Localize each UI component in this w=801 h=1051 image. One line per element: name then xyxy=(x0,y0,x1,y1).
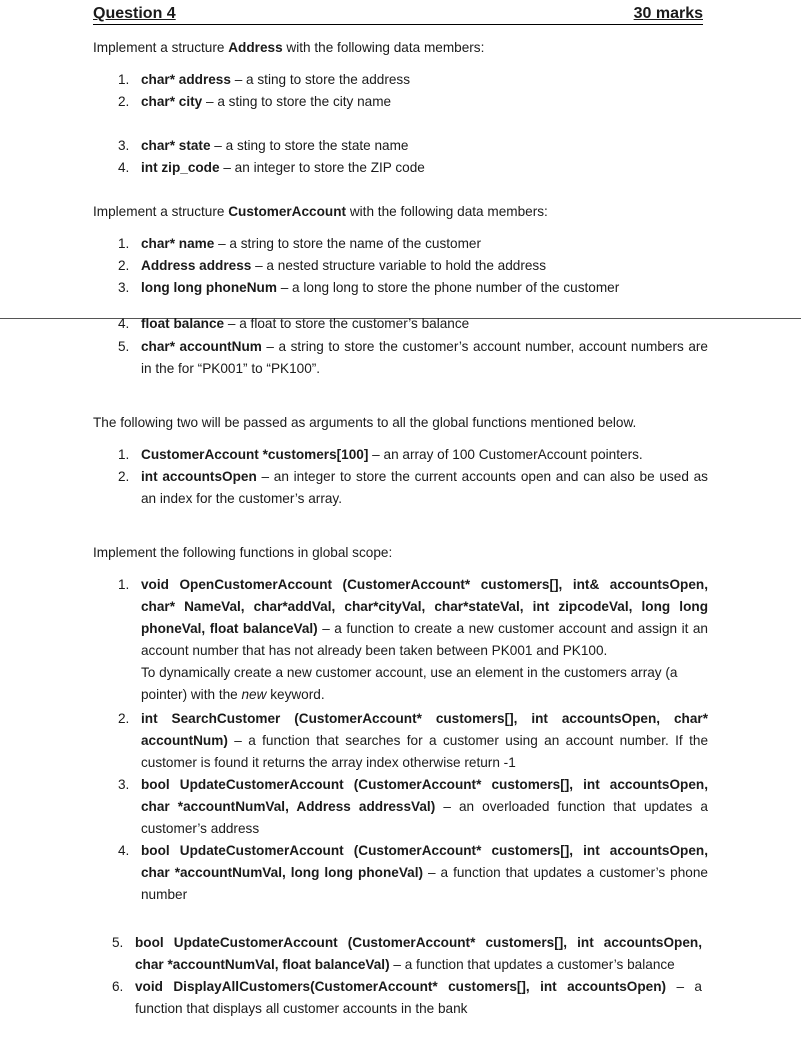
question-marks: 30 marks xyxy=(633,5,703,22)
list-item: 3. char* state – a sting to store the state name xyxy=(118,138,409,153)
question-title: Question 4 xyxy=(93,5,176,22)
args-intro: The following two will be passed as arguments to all the global functions mentioned below. xyxy=(93,415,637,430)
address-struct-name: Address xyxy=(228,40,283,55)
function-note: To dynamically create a new customer account, use an element in the customers array (a pointer) with the new keyword. xyxy=(141,665,678,702)
customer-intro: Implement a structure CustomerAccount with the following data members: xyxy=(93,204,548,219)
list-item: 5. bool UpdateCustomerAccount (CustomerAccount* customers[], int accountsOpen, char *accountNumVal, float balanceVal) – a function that updates a customer’s balance xyxy=(112,935,702,972)
list-item: 1. char* name – a string to store the name of the customer xyxy=(118,236,482,251)
list-item: 2. int accountsOpen – an integer to store the current accounts open and can also be used as an index for the customer’s array. xyxy=(118,469,708,506)
list-item: 2. Address address – a nested structure variable to hold the address xyxy=(118,258,547,273)
list-item: 1. void OpenCustomerAccount (CustomerAccount* customers[], int& accountsOpen, char* NameVal, char*addVal, char*cityVal, char*stateVal, int zipcodeVal, long long phoneVal, float balanceVal) – a function to create a new customer account and assign it an account number that has not already been taken between PK001 and PK100. To dynamically create a new customer account, use an element in the customers array (a pointer) with the new keyword. xyxy=(141,574,708,706)
list-item: 3. bool UpdateCustomerAccount (CustomerAccount* customers[], int accountsOpen, char *accountNumVal, Address addressVal) – an overloaded function that updates a customer’s address xyxy=(118,777,708,836)
list-item: 1. char* address – a sting to store the address xyxy=(118,72,411,87)
list-item: 4. int zip_code – an integer to store the ZIP code xyxy=(118,160,425,175)
customer-struct-name: CustomerAccount xyxy=(228,204,347,219)
list-item: 4. bool UpdateCustomerAccount (CustomerAccount* customers[], int accountsOpen, char *accountNumVal, long long phoneVal) – a function that updates a customer’s phone number xyxy=(118,843,708,902)
list-item: 3. long long phoneNum – a long long to store the phone number of the customer xyxy=(118,280,620,295)
list-item: 2. int SearchCustomer (CustomerAccount* customers[], int accountsOpen, char* accountNum) – a function that searches for a customer using an account number. If the customer is found it returns the array index otherwise return -1 xyxy=(118,711,708,770)
address-intro: Implement a structure Address with the following data members: xyxy=(93,40,485,55)
list-item: 4. float balance – a float to store the customer’s balance xyxy=(118,316,470,331)
list-item: 1. CustomerAccount *customers[100] – an array of 100 CustomerAccount pointers. xyxy=(118,447,643,462)
question-header xyxy=(93,4,703,25)
list-item: 2. char* city – a sting to store the city name xyxy=(118,94,392,109)
functions-intro: Implement the following functions in global scope: xyxy=(93,545,393,560)
list-item: 6. void DisplayAllCustomers(CustomerAccount* customers[], int accountsOpen) – a function that displays all customer accounts in the bank xyxy=(112,979,702,1016)
list-item: 5. char* accountNum – a string to store the customer’s account number, account numbers are in the for “PK001” to “PK100”. xyxy=(118,339,708,376)
